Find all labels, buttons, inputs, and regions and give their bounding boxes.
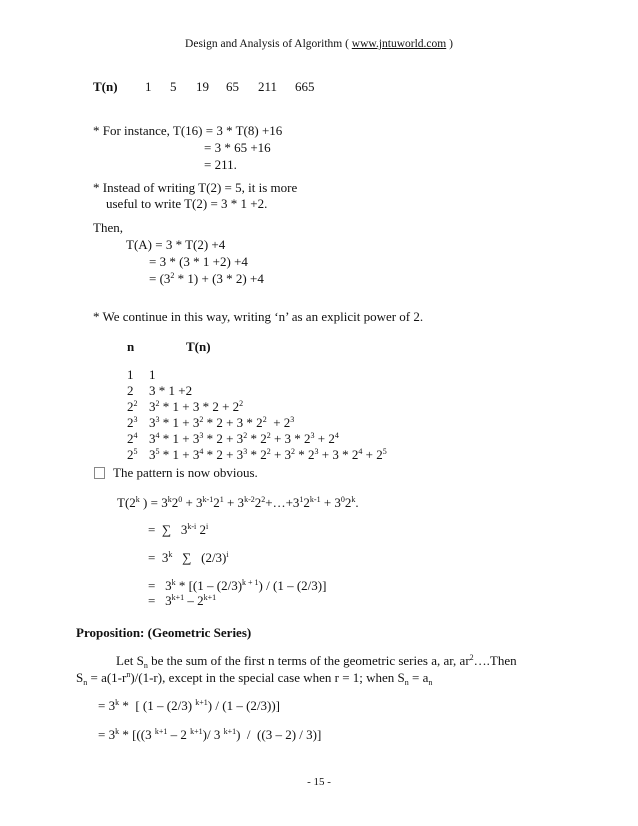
derivation-line: T(2$^k$ ) = $3^k2^0 + 3^{k-1}2^1$ + $3^{k-2}2^2+\dots+3^12^{k-1} + 3^02^k$.: [117, 495, 359, 510]
instance-line: = 3 * 65 +16: [204, 140, 271, 155]
table-col-n: n: [127, 339, 135, 354]
instead-line: * Instead of writing T(2) = 5, it is more: [93, 180, 298, 195]
derivation-line: = $3^{k+1} - 2^{k+1}$: [148, 593, 217, 608]
header-title: Design and Analysis of Algorithm (: [185, 38, 352, 50]
table-cell-n: $2^4$: [127, 431, 138, 446]
tn-value: 5: [170, 79, 177, 94]
table-cell-n: $2^3$: [127, 415, 138, 430]
then-line: = $(3^2 * 1) + (3 * 2) +4$: [149, 271, 264, 286]
tn-label: T(n): [93, 79, 118, 94]
header-close: ): [446, 38, 453, 50]
instance-line: * For instance, T(16) = 3 * T(8) +16: [93, 123, 283, 138]
table-cell-tn: 3 * 1 +2: [149, 383, 193, 398]
page-header: [0, 38, 638, 50]
header-link[interactable]: www.jntuworld.com: [351, 38, 447, 50]
table-cell-n: 2: [127, 383, 134, 398]
proposition-heading: Proposition: (Geometric Series): [76, 625, 252, 640]
continue-text: * We continue in this way, writing ‘n’ as an explicit power of 2.: [93, 309, 424, 324]
table-cell-tn: $3^4 * 1 + 3^3 * 2 + 3^2 * 2^2 + 3 * 2^3 + 2^4$: [149, 431, 339, 446]
table-col-tn: T(n): [186, 339, 211, 354]
table-cell-n: 1: [127, 367, 134, 382]
table-cell-n: $2^2$: [127, 399, 138, 414]
result-line: = $3^k$ * [ (1 – (2/3) $^{k+1}$) / (1 – (2/3))]: [98, 698, 280, 713]
derivation-line: = ∑ 3$^{k-i}$ 2$^i$: [148, 522, 209, 537]
tn-value: 211: [258, 79, 278, 94]
proposition-text: $S_n = a(1-r^n)/(1-r)$, except in the special case when r = 1; when $S_n = a_n$: [76, 670, 433, 687]
table-cell-n: $2^5$: [127, 447, 138, 462]
derivation-line: = $3^k * [(1 - (2/3)^{k + 1}) / (1 - (2/3)]$: [148, 578, 327, 593]
tn-value: 65: [226, 79, 239, 94]
then-line: T(A) = 3 * T(2) +4: [126, 237, 226, 252]
checkbox-icon: [94, 467, 105, 479]
table-cell-tn: $3^2 * 1 + 3 * 2 + 2^2$: [149, 399, 244, 414]
pattern-text: The pattern is now obvious.: [113, 465, 258, 480]
then-label: Then,: [93, 220, 123, 235]
then-line: = 3 * (3 * 1 +2) +4: [149, 254, 248, 269]
tn-value: 665: [295, 79, 315, 94]
tn-value: 1: [145, 79, 152, 94]
derivation-line: = 3$^k$ ∑ $(2/3)^i$: [148, 550, 229, 565]
page-number: - 15 -: [307, 776, 331, 788]
instead-line: useful to write T(2) = 3 * 1 +2.: [106, 196, 268, 211]
table-cell-tn: $3^3 * 1 + 3^2 * 2 + 3 * 2^2 + 2^3$: [149, 415, 295, 430]
tn-value: 19: [196, 79, 209, 94]
table-cell-tn: 1: [149, 367, 156, 382]
result-line: = $3^k * [((3$ $^{k+1}$ – 2 $^{k+1}$)/ 3 $^{k+1}$) / ((3 – 2) / 3)]: [98, 727, 322, 742]
instance-line: = 211.: [204, 157, 237, 172]
proposition-text: Let $S_n$ be the sum of the first n terms of the geometric series a, ar, $ar^2\dots.Then$: [116, 653, 517, 670]
table-cell-tn: $3^5 * 1 + 3^4 * 2 + 3^3 * 2^2 + 3^2 * 2^3 + 3 * 2^4 + 2^5$: [149, 447, 387, 462]
